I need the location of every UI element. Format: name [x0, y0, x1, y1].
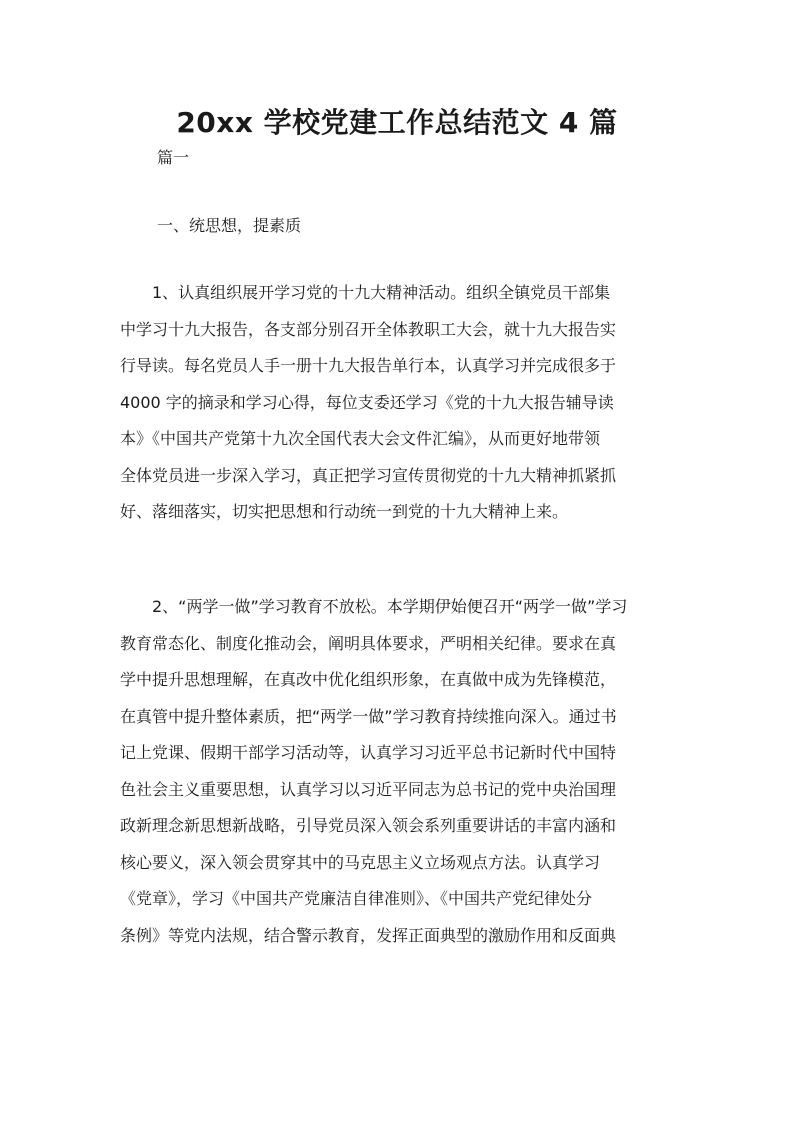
paragraph-line: 中学习十九大报告，各支部分别召开全体教职工大会，就十九大报告实 — [120, 319, 617, 339]
section-label: 篇一 — [157, 148, 190, 167]
document-title: 20xx 学校党建工作总结范文 4 篇 — [176, 106, 618, 139]
paragraph-line: 《党章》，学习《中国共产党廉洁自律准则》、《中国共产党纪律处分 — [120, 889, 593, 908]
paragraph-line: 教育常态化、制度化推动会，阐明具体要求，严明相关纪律。要求在真 — [120, 633, 617, 653]
paragraph-line: 本》《中国共产党第十九次全国代表大会文件汇编》，从而更好地带领 — [120, 429, 601, 448]
paragraph-2 — [120, 589, 680, 954]
paragraph-line: 行导读。每名党员人手一册十九大报告单行本，认真学习并完成很多于 — [120, 356, 617, 375]
paragraph-line: 条例》等党内法规，结合警示教育，发挥正面典型的激励作用和反面典 — [120, 925, 617, 945]
paragraph-line: 核心要义，深入领会贯穿其中的马克思主义立场观点方法。认真学习 — [120, 852, 601, 872]
paragraph-line: 1、认真组织展开学习党的十九大精神活动。组织全镇党员干部集 — [120, 283, 611, 302]
paragraph-line: 色社会主义重要思想，认真学习以习近平同志为总书记的党中央治国理 — [120, 779, 617, 799]
section-heading: 一、统思想，提素质 — [157, 216, 302, 235]
paragraph-line: 政新理念新思想新战略，引导党员深入领会系列重要讲话的丰富内涵和 — [120, 816, 617, 835]
paragraph-line: 2、“两学一做”学习教育不放松。本学期伊始便召开“两学一做”学习 — [120, 597, 628, 616]
paragraph-line: 全体党员进一步深入学习，真正把学习宣传贯彻党的十九大精神抓紧抓 — [120, 465, 617, 485]
paragraph-line: 好、落细落实，切实把思想和行动统一到党的十九大精神上来。 — [120, 502, 569, 521]
paragraph-line: 在真管中提升整体素质，把“两学一做”学习教育持续推向深入。通过书 — [120, 706, 617, 726]
paragraph-line: 4000 字的摘录和学习心得，每位支委还学习《党的十九大报告辅导读 — [120, 392, 614, 412]
paragraph-line: 学中提升思想理解，在真改中优化组织形象，在真做中成为先锋模范， — [120, 670, 617, 689]
paragraph-1 — [120, 275, 680, 531]
paragraph-line: 记上党课、假期干部学习活动等，认真学习习近平总书记新时代中国特 — [120, 743, 617, 762]
